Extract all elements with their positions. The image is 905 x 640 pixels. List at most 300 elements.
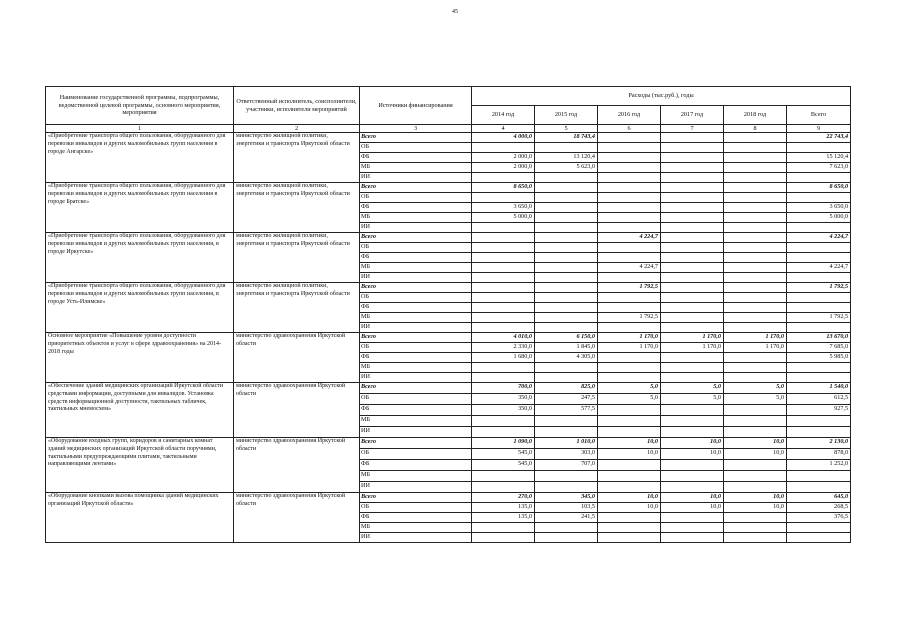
amount-cell [724,523,787,533]
amount-total [787,373,851,383]
amount-total: 1 792,5 [787,313,851,323]
amount-cell [661,427,724,438]
amount-cell: 825,0 [535,383,598,394]
amount-cell [724,243,787,253]
amount-cell: 1 170,0 [661,343,724,353]
amount-cell [535,523,598,533]
amount-cell: 5,0 [598,394,661,405]
funding-source: ОБ [360,143,472,153]
column-number: 8 [724,125,787,133]
amount-cell: 270,0 [472,493,535,503]
amount-cell [598,363,661,373]
amount-cell: 3 650,0 [472,203,535,213]
amount-cell [724,416,787,427]
header-year: 2014 год [472,106,535,125]
amount-cell: 1 170,0 [661,333,724,343]
amount-cell: 1 792,5 [598,313,661,323]
amount-cell: 707,0 [535,460,598,471]
amount-total: 2 130,0 [787,438,851,449]
amount-cell [724,313,787,323]
amount-cell [472,533,535,543]
amount-cell [535,173,598,183]
amount-cell [535,183,598,193]
amount-cell: 5,0 [661,394,724,405]
amount-cell [598,513,661,523]
amount-cell [472,243,535,253]
amount-cell: 1 680,0 [472,353,535,363]
amount-cell [598,183,661,193]
amount-cell: 577,5 [535,405,598,416]
amount-total: 645,0 [787,493,851,503]
amount-cell [535,253,598,263]
amount-cell [661,353,724,363]
amount-cell [661,253,724,263]
amount-cell [535,303,598,313]
funding-source: Всего [360,333,472,343]
amount-cell [535,273,598,283]
amount-cell [661,416,724,427]
amount-cell [472,253,535,263]
amount-cell [661,173,724,183]
measure-name: «Приобретение транспорта общего пользования, оборудованного для перевозки инвалидов и других маломобильных групп населения, в городе Иркутске» [46,233,234,283]
amount-cell: 5,0 [661,383,724,394]
amount-cell [598,203,661,213]
amount-cell: 4 305,0 [535,353,598,363]
table-row [46,183,851,193]
header-year: 2015 год [535,106,598,125]
amount-total [787,193,851,203]
column-number: 5 [535,125,598,133]
column-numbers-row [46,125,851,133]
amount-cell [598,471,661,482]
amount-total: 4 224,7 [787,263,851,273]
amount-cell [724,233,787,243]
table-row [46,333,851,343]
column-number: 2 [234,125,360,133]
amount-cell [535,471,598,482]
amount-cell [661,183,724,193]
amount-cell: 241,5 [535,513,598,523]
amount-total: 268,5 [787,503,851,513]
amount-cell [724,183,787,193]
amount-cell: 1 170,0 [598,343,661,353]
amount-cell [598,193,661,203]
amount-cell [661,482,724,493]
amount-cell [472,313,535,323]
responsible-executor: министерство жилищной политики, энергетики и транспорта Иркутской области [234,133,360,183]
column-number: 1 [46,125,234,133]
amount-cell: 5 000,0 [472,213,535,223]
amount-total [787,482,851,493]
amount-cell [724,533,787,543]
amount-cell [724,353,787,363]
amount-cell: 10,0 [661,438,724,449]
amount-cell [661,405,724,416]
funding-source: ФБ [360,153,472,163]
funding-source: МБ [360,263,472,273]
amount-total: 3 650,0 [787,203,851,213]
amount-cell: 10,0 [598,493,661,503]
amount-cell [598,213,661,223]
amount-cell [598,173,661,183]
amount-cell: 4 000,0 [472,133,535,143]
funding-source: Всего [360,183,472,193]
amount-cell [535,363,598,373]
amount-cell [535,213,598,223]
responsible-executor: министерство здравоохранения Иркутской области [234,438,360,493]
amount-cell [724,323,787,333]
funding-source: МБ [360,471,472,482]
amount-cell: 1 792,5 [598,283,661,293]
amount-cell [598,353,661,363]
amount-cell: 10,0 [661,503,724,513]
amount-cell: 1 170,0 [598,333,661,343]
amount-total [787,273,851,283]
amount-cell [535,283,598,293]
amount-total [787,363,851,373]
funding-source: МБ [360,213,472,223]
column-number: 6 [598,125,661,133]
amount-cell [472,263,535,273]
amount-cell [661,213,724,223]
amount-cell: 10,0 [598,438,661,449]
funding-source: ИИ [360,273,472,283]
funding-source: ИИ [360,533,472,543]
amount-cell [472,471,535,482]
funding-source: ИИ [360,173,472,183]
amount-cell [661,523,724,533]
amount-cell [661,313,724,323]
amount-cell [598,153,661,163]
amount-total [787,416,851,427]
amount-cell: 4 010,0 [472,333,535,343]
funding-source: МБ [360,416,472,427]
amount-cell [661,303,724,313]
amount-cell [661,283,724,293]
amount-cell [535,416,598,427]
amount-total: 7 685,0 [787,343,851,353]
amount-cell: 10,0 [724,493,787,503]
amount-cell [472,273,535,283]
amount-cell [661,273,724,283]
funding-source: ОБ [360,243,472,253]
funding-source: ИИ [360,373,472,383]
amount-cell: 10,0 [724,503,787,513]
amount-total [787,533,851,543]
budget-table [45,86,851,543]
funding-source: ОБ [360,503,472,513]
amount-cell [661,533,724,543]
amount-cell [661,223,724,233]
amount-cell [661,133,724,143]
amount-cell [724,405,787,416]
amount-cell [661,373,724,383]
measure-name: «Оборудование кнопками вызова помощника зданий медицинских организаций Иркутской области» [46,493,234,543]
amount-cell: 545,0 [472,460,535,471]
amount-cell [472,363,535,373]
funding-source: Всего [360,133,472,143]
column-number: 7 [661,125,724,133]
funding-source: ОБ [360,193,472,203]
funding-source: ИИ [360,323,472,333]
amount-total: 15 120,4 [787,153,851,163]
amount-cell [472,223,535,233]
amount-total: 1 540,0 [787,383,851,394]
amount-total [787,427,851,438]
amount-total: 22 743,4 [787,133,851,143]
amount-cell: 350,0 [472,405,535,416]
amount-cell [472,523,535,533]
table-row [46,233,851,243]
amount-cell [535,313,598,323]
amount-total [787,223,851,233]
amount-cell [661,293,724,303]
responsible-executor: министерство здравоохранения Иркутской области [234,333,360,383]
amount-cell [661,153,724,163]
amount-total: 878,0 [787,449,851,460]
header-sources: Источники финансирования [360,87,472,125]
measure-name: «Приобретение транспорта общего пользования, оборудованного для перевозки инвалидов и других маломобильных групп населения в городе Братске» [46,183,234,233]
amount-total: 612,5 [787,394,851,405]
amount-cell [535,373,598,383]
amount-cell [724,203,787,213]
page-number: 45 [452,9,458,15]
funding-source: ОБ [360,343,472,353]
amount-total [787,471,851,482]
amount-total: 5 985,0 [787,353,851,363]
amount-cell [535,533,598,543]
amount-total: 8 650,0 [787,183,851,193]
amount-cell [472,323,535,333]
column-number: 4 [472,125,535,133]
amount-cell [724,427,787,438]
funding-source: ИИ [360,427,472,438]
funding-source: МБ [360,523,472,533]
amount-cell: 4 224,7 [598,233,661,243]
amount-total: 7 623,0 [787,163,851,173]
amount-cell [661,233,724,243]
table-row [46,438,851,449]
funding-source: ИИ [360,482,472,493]
amount-cell [724,193,787,203]
amount-cell [661,163,724,173]
amount-cell [724,460,787,471]
amount-total [787,143,851,153]
amount-cell: 10,0 [598,503,661,513]
amount-cell [472,427,535,438]
amount-cell [535,233,598,243]
amount-cell [472,293,535,303]
amount-cell [472,373,535,383]
funding-source: ФБ [360,303,472,313]
amount-cell [535,323,598,333]
amount-total: 927,5 [787,405,851,416]
amount-cell [472,416,535,427]
table-row [46,133,851,143]
amount-total [787,253,851,263]
amount-cell [472,173,535,183]
funding-source: МБ [360,363,472,373]
amount-cell: 1 170,0 [724,333,787,343]
amount-cell: 1 170,0 [724,343,787,353]
header-year: 2018 год [724,106,787,125]
funding-source: ИИ [360,223,472,233]
amount-cell: 350,0 [472,394,535,405]
amount-cell: 135,0 [472,513,535,523]
amount-cell: 2 000,0 [472,153,535,163]
responsible-executor: министерство жилищной политики, энергетики и транспорта Иркутской области [234,283,360,333]
amount-cell [661,471,724,482]
amount-cell: 4 224,7 [598,263,661,273]
amount-cell [598,243,661,253]
amount-cell: 10,0 [724,449,787,460]
amount-total: 4 224,7 [787,233,851,243]
amount-cell [472,193,535,203]
amount-cell [724,133,787,143]
funding-source: ФБ [360,460,472,471]
funding-source: ФБ [360,253,472,263]
amount-cell [724,482,787,493]
amount-cell: 10,0 [661,449,724,460]
amount-cell: 247,5 [535,394,598,405]
amount-cell [472,303,535,313]
amount-cell [724,373,787,383]
amount-cell [598,405,661,416]
funding-source: ОБ [360,293,472,303]
measure-name: «Оборудование входных групп, коридоров и санитарных комнат зданий медицинских организаций Иркутской области поручнями, тактильными предупреждающими плитами, тактильными направляющими лентами» [46,438,234,493]
amount-cell: 10,0 [598,449,661,460]
amount-cell [598,133,661,143]
header-total: Всего [787,106,851,125]
amount-cell: 345,0 [535,493,598,503]
column-number: 9 [787,125,851,133]
amount-cell [598,223,661,233]
amount-cell [472,283,535,293]
measure-name: «Приобретение транспорта общего пользования, оборудованного для перевозки инвалидов и других маломобильных групп населения, в городе Усть-Илимске» [46,283,234,333]
amount-cell [598,163,661,173]
amount-total: 5 000,0 [787,213,851,223]
amount-cell: 5 623,0 [535,163,598,173]
header-year: 2017 год [661,106,724,125]
amount-cell [724,363,787,373]
amount-cell [724,213,787,223]
amount-cell [535,263,598,273]
amount-cell: 103,5 [535,503,598,513]
amount-total [787,173,851,183]
amount-cell [472,143,535,153]
amount-cell [661,193,724,203]
amount-cell [598,253,661,263]
funding-source: МБ [360,163,472,173]
amount-cell: 700,0 [472,383,535,394]
funding-source: ОБ [360,449,472,460]
measure-name: «Приобретение транспорта общего пользования, оборудованного для перевозки инвалидов и других маломобильных групп населения в городе Ангарске» [46,133,234,183]
amount-cell: 303,0 [535,449,598,460]
funding-source: МБ [360,313,472,323]
amount-cell: 6 150,0 [535,333,598,343]
responsible-executor: министерство здравоохранения Иркутской области [234,383,360,438]
funding-source: ОБ [360,394,472,405]
amount-cell: 2 000,0 [472,163,535,173]
funding-source: Всего [360,438,472,449]
amount-cell [598,427,661,438]
amount-cell [598,303,661,313]
measure-name: Основное мероприятие «Повышение уровня доступности приоритетных объектов и услуг в сфере здравоохранения» на 2014-2018 годы [46,333,234,383]
amount-cell [724,163,787,173]
amount-total [787,293,851,303]
amount-cell [598,416,661,427]
table-row [46,383,851,394]
amount-cell: 13 120,4 [535,153,598,163]
amount-cell [661,143,724,153]
amount-cell [661,263,724,273]
amount-total [787,323,851,333]
amount-total: 376,5 [787,513,851,523]
funding-source: Всего [360,283,472,293]
amount-cell [724,173,787,183]
amount-cell [661,243,724,253]
amount-cell [472,482,535,493]
measure-name: «Обеспечение зданий медицинских организаций Иркутской области средствами информации, доступными для инвалидов. Установка средств информационной доступности, тактильных табличек, тактильных мнемосхем» [46,383,234,438]
column-number: 3 [360,125,472,133]
amount-cell [598,533,661,543]
amount-cell [724,303,787,313]
amount-cell [598,482,661,493]
funding-source: ФБ [360,405,472,416]
amount-cell: 1 010,0 [535,438,598,449]
amount-cell [535,427,598,438]
amount-cell [724,513,787,523]
amount-cell [661,323,724,333]
amount-cell: 10,0 [661,493,724,503]
amount-cell [535,223,598,233]
amount-total: 1 252,0 [787,460,851,471]
amount-total: 1 792,5 [787,283,851,293]
amount-cell [598,293,661,303]
amount-cell [724,283,787,293]
amount-cell [661,203,724,213]
amount-cell [724,253,787,263]
amount-cell [535,243,598,253]
amount-cell [598,460,661,471]
amount-total [787,243,851,253]
responsible-executor: министерство жилищной политики, энергетики и транспорта Иркутской области [234,233,360,283]
amount-cell: 1 845,0 [535,343,598,353]
amount-cell [535,482,598,493]
amount-cell [535,203,598,213]
amount-cell: 545,0 [472,449,535,460]
amount-cell: 1 090,0 [472,438,535,449]
amount-cell [535,193,598,203]
responsible-executor: министерство здравоохранения Иркутской области [234,493,360,543]
funding-source: Всего [360,383,472,394]
funding-source: ФБ [360,203,472,213]
amount-cell [472,233,535,243]
amount-cell: 5,0 [598,383,661,394]
amount-cell: 2 330,0 [472,343,535,353]
amount-cell [724,263,787,273]
funding-source: Всего [360,493,472,503]
amount-cell [724,223,787,233]
amount-cell [598,523,661,533]
amount-cell [724,293,787,303]
amount-cell [535,293,598,303]
responsible-executor: министерство жилищной политики, энергетики и транспорта Иркутской области [234,183,360,233]
funding-source: ФБ [360,353,472,363]
amount-cell [661,363,724,373]
amount-cell: 18 743,4 [535,133,598,143]
amount-total [787,303,851,313]
